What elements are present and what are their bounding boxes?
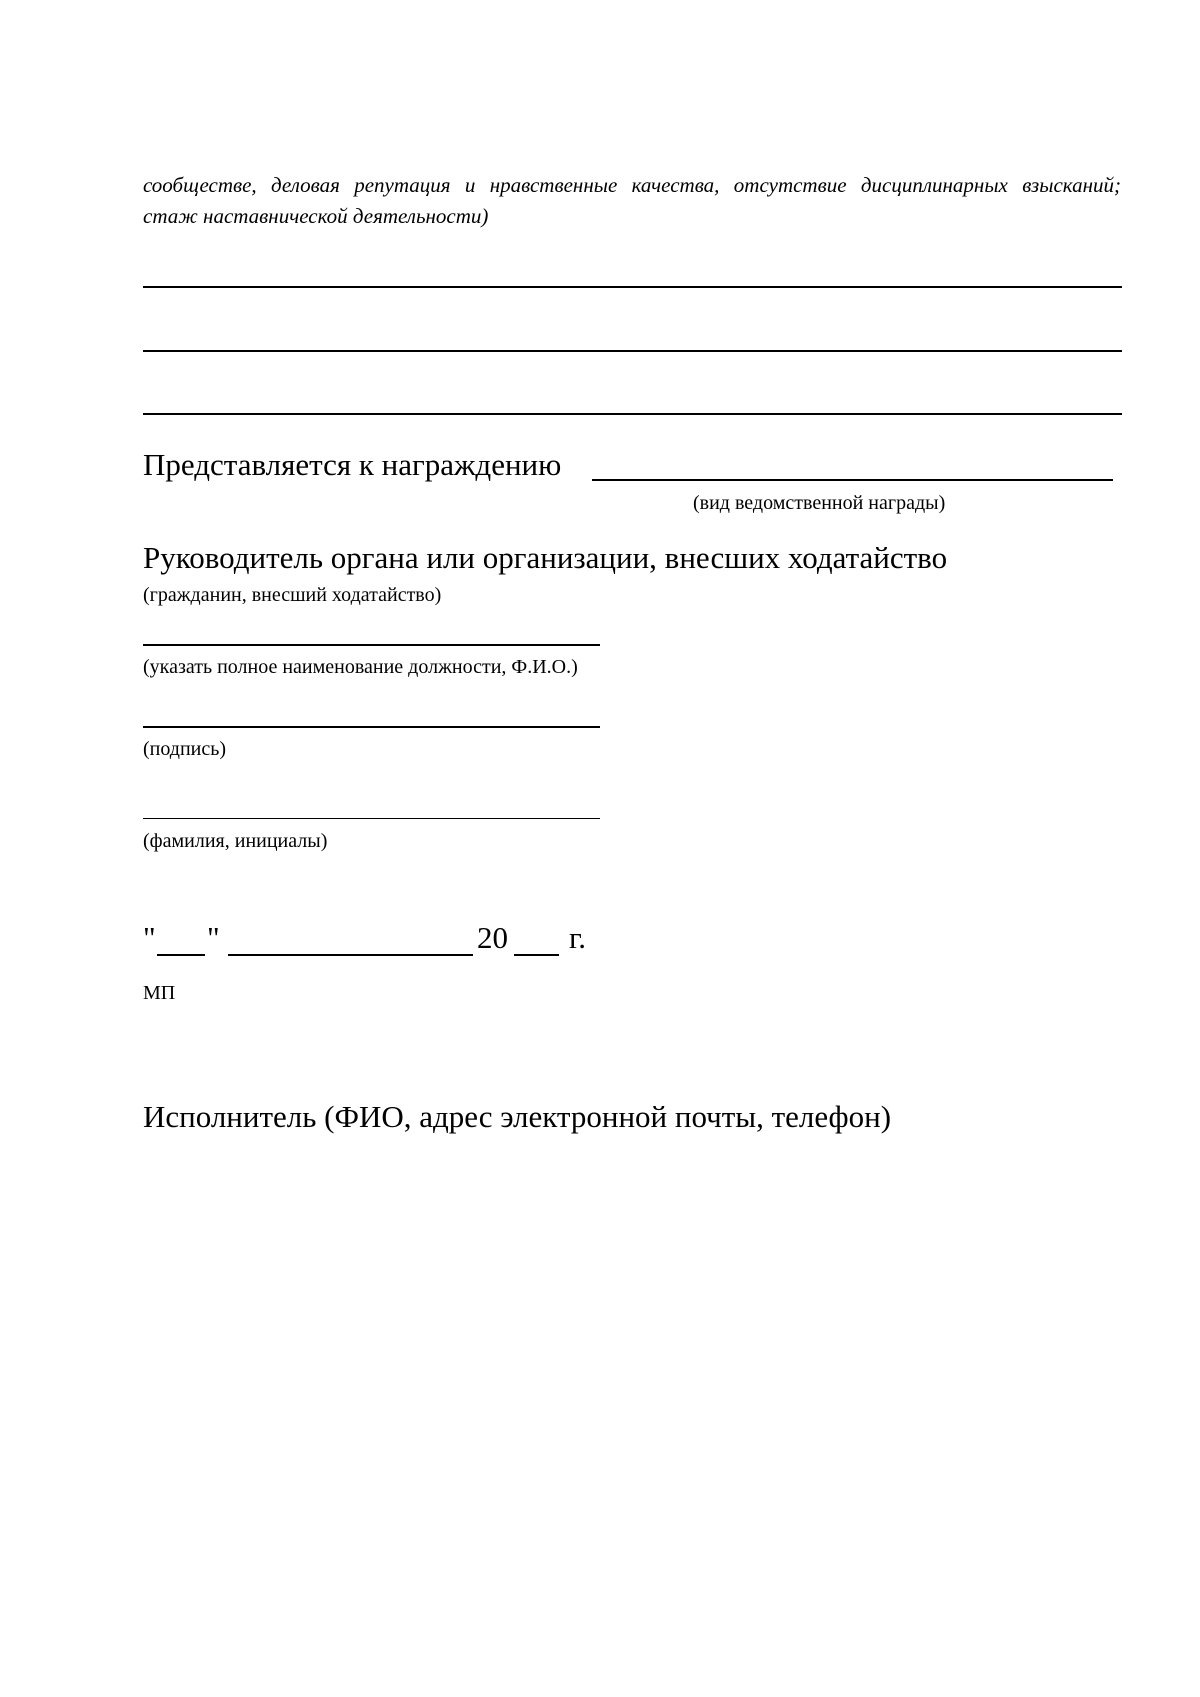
award-field-line[interactable] [592, 479, 1113, 481]
executor-label: Исполнитель (ФИО, адрес электронной почты, телефон) [143, 1099, 892, 1134]
date-quote-close: " [207, 920, 220, 955]
signature-caption: (подпись) [143, 738, 227, 760]
signature-field-line[interactable] [143, 726, 600, 728]
award-caption: (вид ведомственной награды) [693, 492, 946, 514]
name-field-line[interactable] [143, 818, 600, 819]
date-quote-open: " [143, 920, 156, 955]
date-century: 20 [477, 920, 508, 955]
date-year-field[interactable] [514, 954, 559, 956]
date-month-field[interactable] [228, 954, 473, 956]
blank-line-1[interactable] [143, 286, 1122, 288]
head-subtitle: (гражданин, внесший ходатайство) [143, 584, 442, 606]
position-field-line[interactable] [143, 644, 600, 646]
date-suffix: г. [569, 920, 586, 955]
position-caption: (указать полное наименование должности, Ф.И.О.) [143, 656, 578, 678]
date-day-field[interactable] [157, 954, 205, 956]
blank-line-3[interactable] [143, 413, 1122, 415]
head-title: Руководитель органа или организации, внесших ходатайство [143, 540, 948, 575]
intro-line-2: стаж наставнической деятельности) [143, 204, 489, 228]
name-caption: (фамилия, инициалы) [143, 830, 328, 852]
award-label: Представляется к награждению [143, 447, 562, 482]
stamp-label: МП [143, 982, 176, 1004]
blank-line-2[interactable] [143, 350, 1122, 352]
intro-line-1: сообществе, деловая репутация и нравственные качества, отсутствие дисциплинарных взысканий; [143, 173, 1121, 197]
